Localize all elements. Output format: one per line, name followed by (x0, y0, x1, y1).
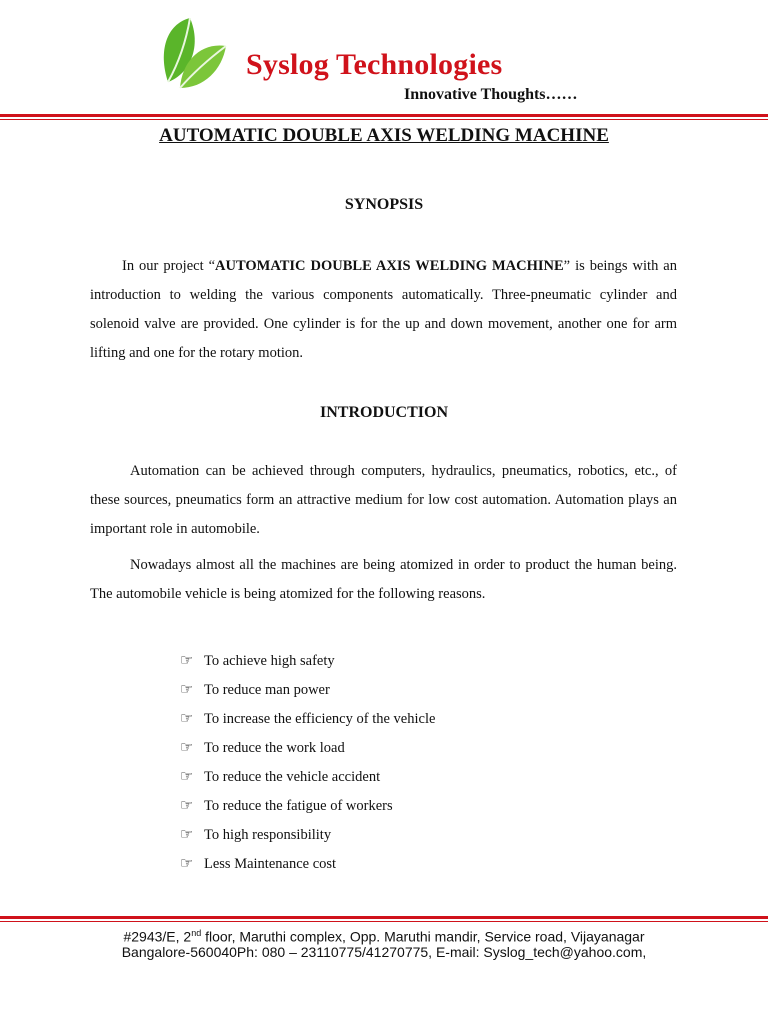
header-divider (0, 114, 768, 117)
header-divider-thin (0, 119, 768, 120)
list-item: ☞ To reduce the fatigue of workers (180, 791, 435, 820)
footer-address: #2943/E, 2nd floor, Maruthi complex, Opp. Maruthi mandir, Service road, Vijayanagar (123, 928, 645, 945)
synopsis-paragraph (90, 252, 677, 368)
company-tagline: Innovative Thoughts…… (404, 86, 578, 103)
leaf-logo-icon (156, 12, 228, 92)
footer-divider (0, 916, 768, 919)
introduction-heading: INTRODUCTION (319, 404, 448, 421)
pointing-hand-icon: ☞ (180, 796, 194, 814)
pointing-hand-icon: ☞ (180, 709, 194, 727)
list-item: ☞ To reduce the work load (180, 733, 435, 762)
synopsis-rest: ” is beings with an introduction to welding the various components automatically. Three-pneumatic cylinder and solenoid valve are provided. One cylinder is for the up and down movement, another one for arm lifting and one for the rotary motion. (90, 258, 677, 361)
footer-contact: Bangalore-560040Ph: 080 – 23110775/41270775, E-mail: Syslog_tech@yahoo.com, (121, 944, 647, 960)
synopsis-heading: SYNOPSIS (344, 196, 424, 213)
pointing-hand-icon: ☞ (180, 738, 194, 756)
project-name: AUTOMATIC DOUBLE AXIS WELDING MACHINE (215, 258, 564, 274)
list-item: ☞ To high responsibility (180, 820, 435, 849)
reasons-list (180, 646, 435, 878)
footer-divider-thin (0, 921, 768, 922)
pointing-hand-icon: ☞ (180, 651, 194, 669)
list-item: ☞ To reduce man power (180, 675, 435, 704)
list-item: ☞ To reduce the vehicle accident (180, 762, 435, 791)
introduction-paragraph-1: Automation can be achieved through computers, hydraulics, pneumatics, robotics, etc., of these sources, pneumatics form an attractive medium for low cost automation. Automation plays an important role in automobile. (90, 463, 677, 537)
pointing-hand-icon: ☞ (180, 854, 194, 872)
introduction-paragraph-2: Nowadays almost all the machines are being atomized in order to product the human being. The automobile vehicle is being atomized for the following reasons. (90, 557, 677, 602)
list-item: ☞ To achieve high safety (180, 646, 435, 675)
list-item: ☞ To increase the efficiency of the vehicle (180, 704, 435, 733)
pointing-hand-icon: ☞ (180, 680, 194, 698)
pointing-hand-icon: ☞ (180, 825, 194, 843)
company-name: Syslog Technologies (246, 48, 503, 81)
synopsis-intro: In our project “ (122, 258, 216, 274)
list-item: ☞ Less Maintenance cost (180, 849, 435, 878)
pointing-hand-icon: ☞ (180, 767, 194, 785)
document-title: AUTOMATIC DOUBLE AXIS WELDING MACHINE (159, 125, 609, 146)
